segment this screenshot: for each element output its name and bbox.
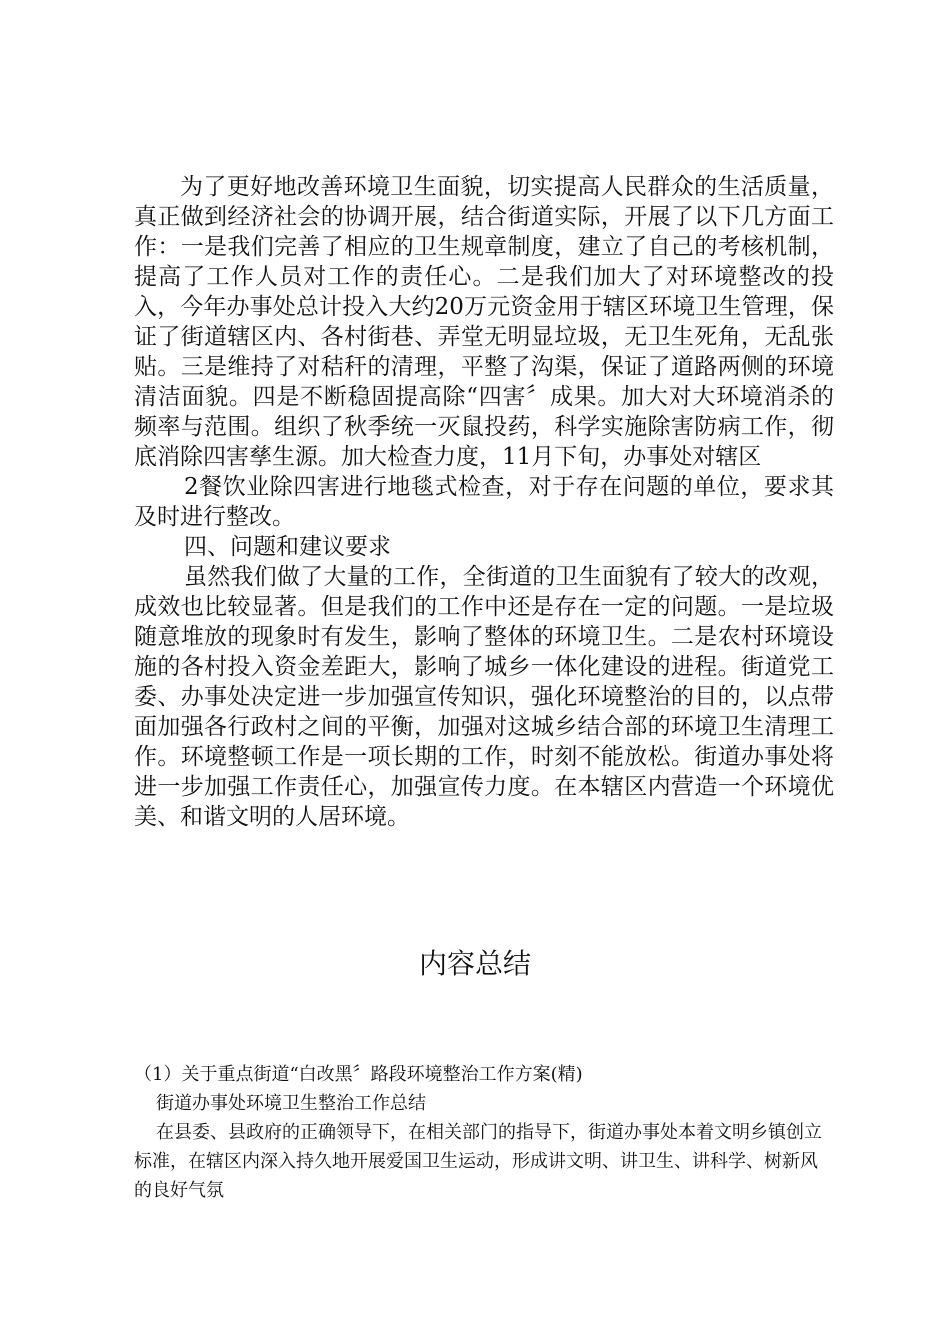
section-heading-problems: 四、问题和建议要求 [184,534,391,560]
summary-line-3: 在县委、县政府的正确领导下，在相关部门的指导下，街道办事处本着文明乡镇创立标准，在辖区内深入持久地开展爱国卫生运动，形成讲文明、讲卫生、讲科学、树新风的良好气氛 [134,1122,822,1201]
paragraph-problems: 虽然我们做了大量的工作，全街道的卫生面貌有了较大的改观，成效也比较显著。但是我们的工作中还是存在一定的问题。一是垃圾随意堆放的现象时有发生，影响了整体的环境卫生。二是农村环境设施的各村投入资金差距大，影响了城乡一体化建设的进程。街道党工委、办事处决定进一步加强宣传知识，强化环境整治的目的，以点带面加强各行政村之间的平衡，加强对这城乡结合部的环境卫生清理工作。环境整顿工作是一项长期的工作，时刻不能放松。街道办事处将进一步加强工作责任心，加强宣传力度。在本辖区内营造一个环境优美、和谐文明的人居环境。 [134,564,834,830]
paragraph-inspection: 2餐饮业除四害进行地毯式检查，对于存在问题的单位，要求其及时进行整改。 [134,474,834,530]
summary-line-2: 街道办事处环境卫生整治工作总结 [156,1093,426,1114]
summary-title: 内容总结 [418,947,531,980]
document-body [134,172,834,832]
paragraph-environment-work: 为了更好地改善环境卫生面貌，切实提高人民群众的生活质量，真正做到经济社会的协调开展，结合街道实际，开展了以下几方面工作：一是我们完善了相应的卫生规章制度，建立了自己的考核机制，提高了工作人员对工作的责任心。二是我们加大了对环境整改的投入，今年办事处总计投入大约20万元资金用于辖区环境卫生管理，保证了街道辖区内、各村街巷、弄堂无明显垃圾，无卫生死角，无乱张贴。三是维持了对秸秆的清理，平整了沟渠，保证了道路两侧的环境清洁面貌。四是不断稳固提高除“四害〞成果。加大对大环境消杀的频率与范围。组织了秋季统一灭鼠投药，科学实施除害防病工作，彻底消除四害孳生源。加大检查力度，11月下旬，办事处对辖区 [134,174,834,470]
summary-block [134,1060,824,1205]
summary-line-1: （1）关于重点街道“白改黑〞路段环境整治工作方案(精) [134,1064,583,1085]
